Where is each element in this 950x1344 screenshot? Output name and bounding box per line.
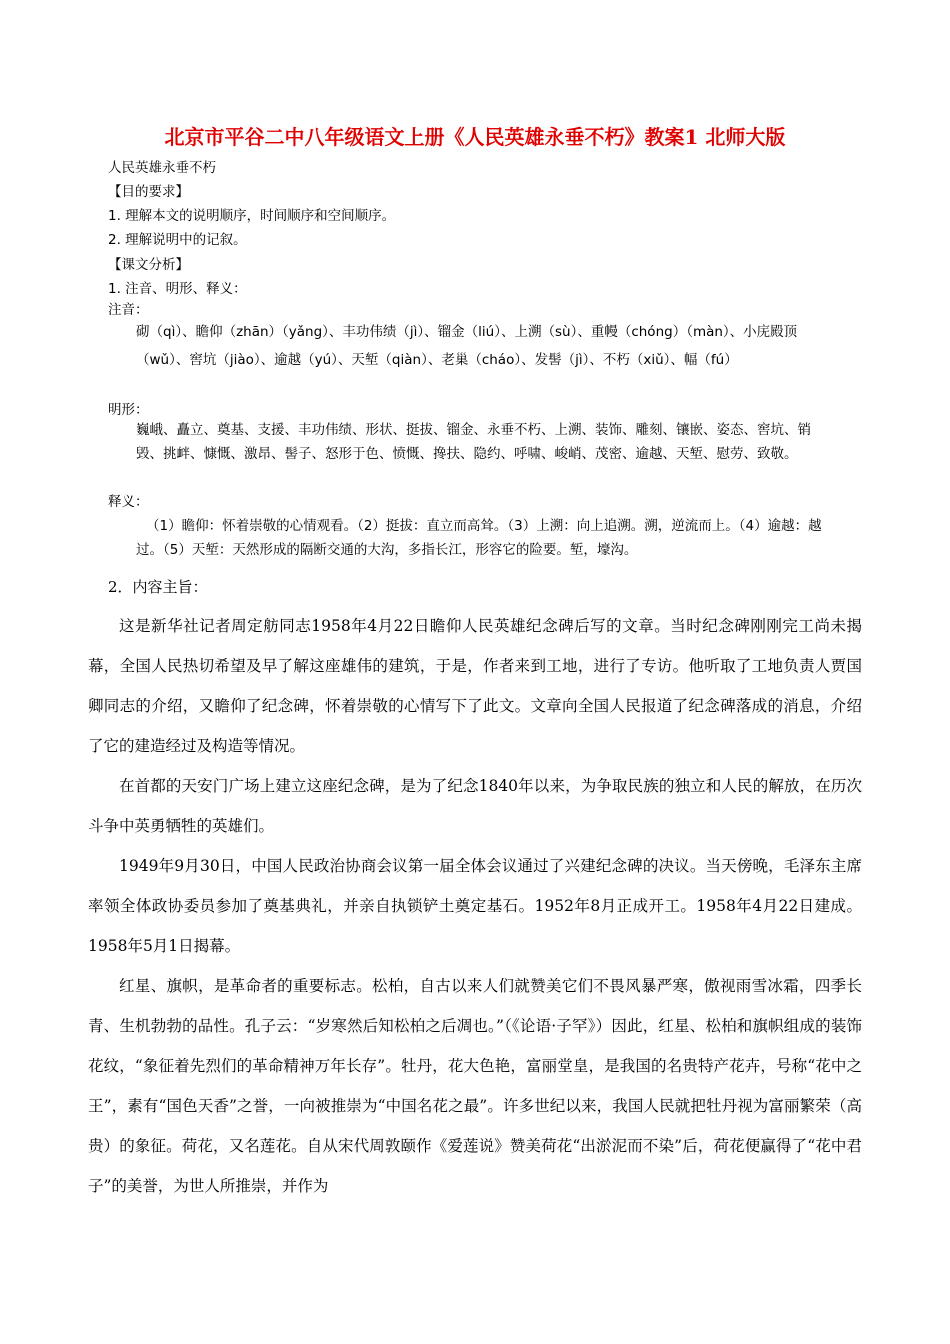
theme-body bbox=[88, 606, 862, 1206]
lesson-subtitle: 人民英雄永垂不朽 bbox=[108, 160, 216, 176]
document-title: 北京市平谷二中八年级语文上册《人民英雄永垂不朽》教案1 北师大版 bbox=[164, 125, 786, 149]
goal-item-1: 1. 理解本文的说明顺序，时间顺序和空间顺序。 bbox=[108, 208, 396, 224]
section-heading-analysis: 【课文分析】 bbox=[108, 257, 189, 273]
word-form-list: 巍峨、矗立、奠基、支援、丰功伟绩、形状、挺拔、镏金、永垂不朽、上溯、装饰、雕刻、镶嵌、姿态、窖坑、销毁、挑衅、慷慨、激昂、髻子、怒形于色、愤慨、搀扶、隐约、呼啸、峻峭、茂密、逾越、天堑、慰劳、致敬。 bbox=[136, 422, 811, 462]
section-heading-theme: 2．内容主旨： bbox=[108, 578, 208, 596]
paragraph: 这是新华社记者周定舫同志1958年4月22日瞻仰人民英雄纪念碑后写的文章。当时纪念碑刚刚完工尚未揭幕，全国人民热切希望及早了解这座雄伟的建筑，于是，作者来到工地，进行了专访。他听取了工地负责人贾国卿同志的介绍，又瞻仰了纪念碑，怀着崇敬的心情写下了此文。文章向全国人民报道了纪念碑落成的消息，介绍了它的建造经过及构造等情况。 bbox=[88, 617, 862, 755]
paragraph: 红星、旗帜，是革命者的重要标志。松柏，自古以来人们就赞美它们不畏风暴严寒，傲视雨雪冰霜，四季长青、生机勃勃的品性。孔子云：“岁寒然后知松柏之后凋也。”（《论语·子罕》）因此，红星、松柏和旗帜组成的装饰花纹，“象征着先烈们的革命精神万年长存”。牡丹，花大色艳，富丽堂皇，是我国的名贵特产花卉，号称“花中之王”，素有“国色天香”之誉，一向被推崇为“中国名花之最”。许多世纪以来，我国人民就把牡丹视为富丽繁荣（高贵）的象征。荷花，又名莲花。自从宋代周敦颐作《爱莲说》赞美荷花“出淤泥而不染”后，荷花便赢得了“花中君子”的美誉，为世人所推崇，并作为 bbox=[88, 977, 862, 1195]
pronunciation-label: 注音： bbox=[108, 302, 149, 318]
word-form-label: 明形： bbox=[108, 402, 149, 418]
paragraph: 在首都的天安门广场上建立这座纪念碑，是为了纪念1840年以来，为争取民族的独立和人民的解放，在历次斗争中英勇牺牲的英雄们。 bbox=[88, 777, 862, 835]
goal-item-2: 2. 理解说明中的记叙。 bbox=[108, 232, 247, 248]
paragraph: 1949年9月30日，中国人民政治协商会议第一届全体会议通过了兴建纪念碑的决议。当天傍晚，毛泽东主席率领全体政协委员参加了奠基典礼，并亲自执锁铲土奠定基石。1952年8月正成开工。1958年4月22日建成。1958年5月1日揭幕。 bbox=[88, 857, 862, 955]
section-heading-goals: 【目的要求】 bbox=[108, 184, 189, 200]
meaning-list: （1）瞻仰：怀着崇敬的心情观看。（2）挺拔：直立而高耸。（3）上溯：向上追溯。溯，逆流而上。（4）逾越：越过。（5）天堑：天然形成的隔断交通的大沟，多指长江，形容它的险要。堑，壕沟。 bbox=[136, 518, 822, 558]
meaning-label: 释义： bbox=[108, 494, 149, 510]
pronunciation-list: 砌（qì）、瞻仰（zhān）（yǎng）、丰功伟绩（jì）、镏金（liú）、上溯（sù）、重幔（chóng）（màn）、小庑殿顶（wǔ）、窖坑（jiào）、逾越（yú）、天堑（qiàn）、老巢（cháo）、发髻（jì）、不朽（xiǔ）、幅（fú） bbox=[136, 324, 798, 368]
task-heading-1: 1. 注音、明形、释义： bbox=[108, 281, 247, 297]
